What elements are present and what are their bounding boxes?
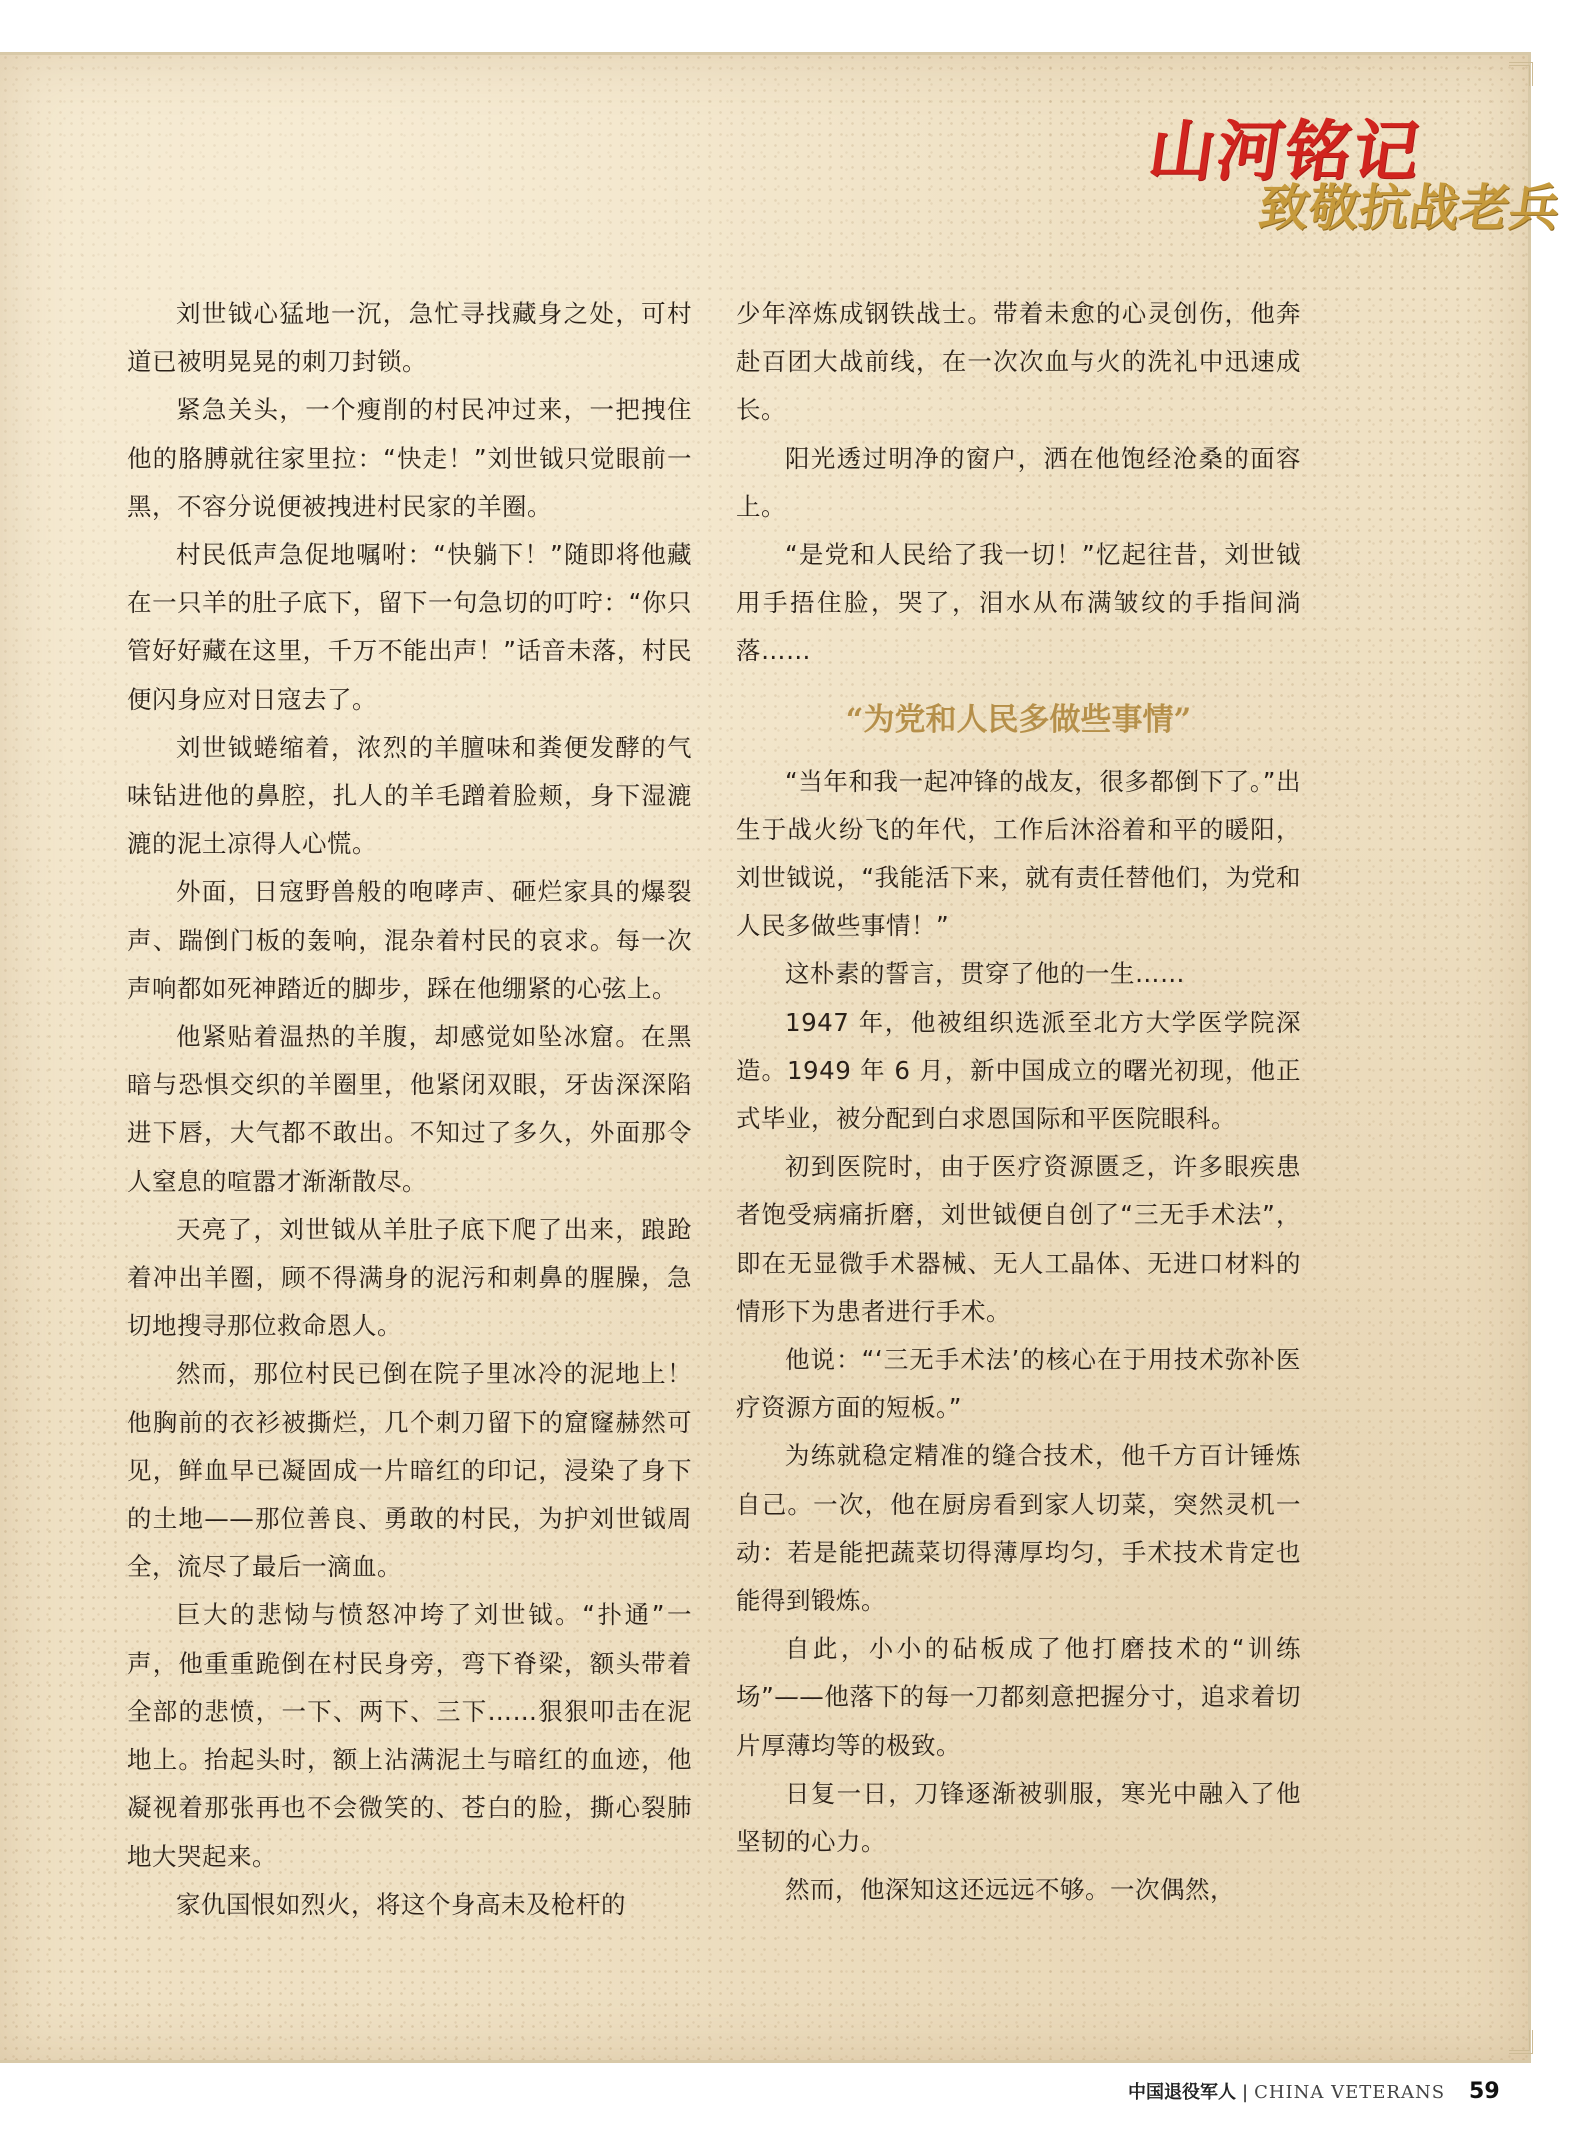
paragraph: 阳光透过明净的窗户，洒在他饱经沧桑的面容上。 [736, 443, 1301, 521]
page-number: 59 [1469, 2079, 1500, 2104]
column-logo [1140, 98, 1564, 268]
footer-separator: | [1242, 2082, 1249, 2103]
text-column-left [127, 290, 692, 1929]
frame-corner-ornament [1509, 2030, 1533, 2054]
paragraph: 日复一日，刀锋逐渐被驯服，寒光中融入了他坚韧的心力。 [736, 1778, 1301, 1857]
magazine-name-en: CHINA VETERANS [1254, 2082, 1446, 2103]
paragraph: 然而，他深知这还远远不够。一次偶然， [785, 1875, 1235, 1905]
paragraph: 刘世钺心猛地一沉，急忙寻找藏身之处，可村道已被明晃晃的刺刀封锁。 [127, 299, 692, 377]
paragraph: 自此，小小的砧板成了他打磨技术的“训练场”——他落下的每一刀都刻意把握分寸，追求着切片厚薄均等的极致。 [736, 1634, 1301, 1760]
paragraph: 家仇国恨如烈火，将这个身高未及枪杆的 [176, 1889, 626, 1919]
paragraph: 刘世钺蜷缩着，浓烈的羊膻味和粪便发酵的气味钻进他的鼻腔，扎人的羊毛蹭着脸颊，身下湿漉漉的泥土凉得人心慌。 [127, 732, 692, 859]
paragraph: 1947 年，他被组织选派至北方大学医学院深造。1949 年 6 月，新中国成立的曙光初现，他正式毕业，被分配到白求恩国际和平医院眼科。 [736, 1007, 1301, 1134]
text-column-right [736, 290, 1301, 1915]
page-footer [1128, 2078, 1500, 2114]
paragraph: 这朴素的誓言，贯穿了他的一生…… [785, 959, 1185, 989]
paragraph: 紧急关头，一个瘦削的村民冲过来，一把拽住他的胳膊就往家里拉：“快走！”刘世钺只觉眼前一黑，不容分说便被拽进村民家的羊圈。 [127, 395, 692, 521]
logo-title: 山河铭记 [1143, 113, 1427, 190]
paragraph: 他说：“‘三无手术法’的核心在于用技术弥补医疗资源方面的短板。” [736, 1345, 1301, 1423]
paragraph: 天亮了，刘世钺从羊肚子底下爬了出来，踉跄着冲出羊圈，顾不得满身的泥污和刺鼻的腥臊，急切地搜寻那位救命恩人。 [127, 1214, 692, 1341]
paragraph: “当年和我一起冲锋的战友，很多都倒下了。”出生于战火纷飞的年代，工作后沐浴着和平的暖阳，刘世钺说，“我能活下来，就有责任替他们，为党和人民多做些事情！” [736, 766, 1301, 941]
paragraph: 外面，日寇野兽般的咆哮声、砸烂家具的爆裂声、踹倒门板的轰响，混杂着村民的哀求。每一次声响都如死神踏近的脚步，踩在他绷紧的心弦上。 [127, 877, 692, 1003]
paragraph: 巨大的悲恸与愤怒冲垮了刘世钺。“扑通”一声，他重重跪倒在村民身旁，弯下脊梁，额头带着全部的悲愤，一下、两下、三下……狠狠叩击在泥地上。抬起头时，额上沾满泥土与暗红的血迹，他凝视着那张再也不会微笑的、苍白的脸，撕心裂肺地大哭起来。 [127, 1600, 692, 1871]
frame-corner-ornament [1509, 62, 1533, 86]
paragraph: 为练就稳定精准的缝合技术，他千方百计锤炼自己。一次，他在厨房看到家人切菜，突然灵机一动：若是能把蔬菜切得薄厚均匀，手术技术肯定也能得到锻炼。 [736, 1441, 1301, 1616]
paragraph-continued: 少年淬炼成钢铁战士。带着未愈的心灵创伤，他奔赴百团大战前线，在一次次血与火的洗礼中迅速成长。 [736, 299, 1301, 425]
section-heading: “为党和人民多做些事情” [845, 701, 1192, 738]
magazine-name-cn: 中国退役军人 [1128, 2082, 1236, 2103]
logo-subtitle: 致敬抗战老兵 [1255, 179, 1564, 237]
paragraph: 他紧贴着温热的羊腹，却感觉如坠冰窟。在黑暗与恐惧交织的羊圈里，他紧闭双眼，牙齿深深陷进下唇，大气都不敢出。不知过了多久，外面那令人窒息的喧嚣才渐渐散尽。 [127, 1022, 692, 1196]
paragraph: 然而，那位村民已倒在院子里冰冷的泥地上！他胸前的衣衫被撕烂，几个刺刀留下的窟窿赫然可见，鲜血早已凝固成一片暗红的印记，浸染了身下的土地——那位善良、勇敢的村民，为护刘世钺周全，流尽了最后一滴血。 [127, 1359, 692, 1582]
paragraph: “是党和人民给了我一切！”忆起往昔，刘世钺用手捂住脸，哭了，泪水从布满皱纹的手指间淌落…… [736, 540, 1301, 666]
paragraph: 村民低声急促地嘱咐：“快躺下！”随即将他藏在一只羊的肚子底下，留下一句急切的叮咛：“你只管好好藏在这里，千万不能出声！”话音未落，村民便闪身应对日寇去了。 [127, 540, 692, 714]
paragraph: 初到医院时，由于医疗资源匮乏，许多眼疾患者饱受病痛折磨，刘世钺便自创了“三无手术法”，即在无显微手术器械、无人工晶体、无进口材料的情形下为患者进行手术。 [736, 1152, 1301, 1326]
